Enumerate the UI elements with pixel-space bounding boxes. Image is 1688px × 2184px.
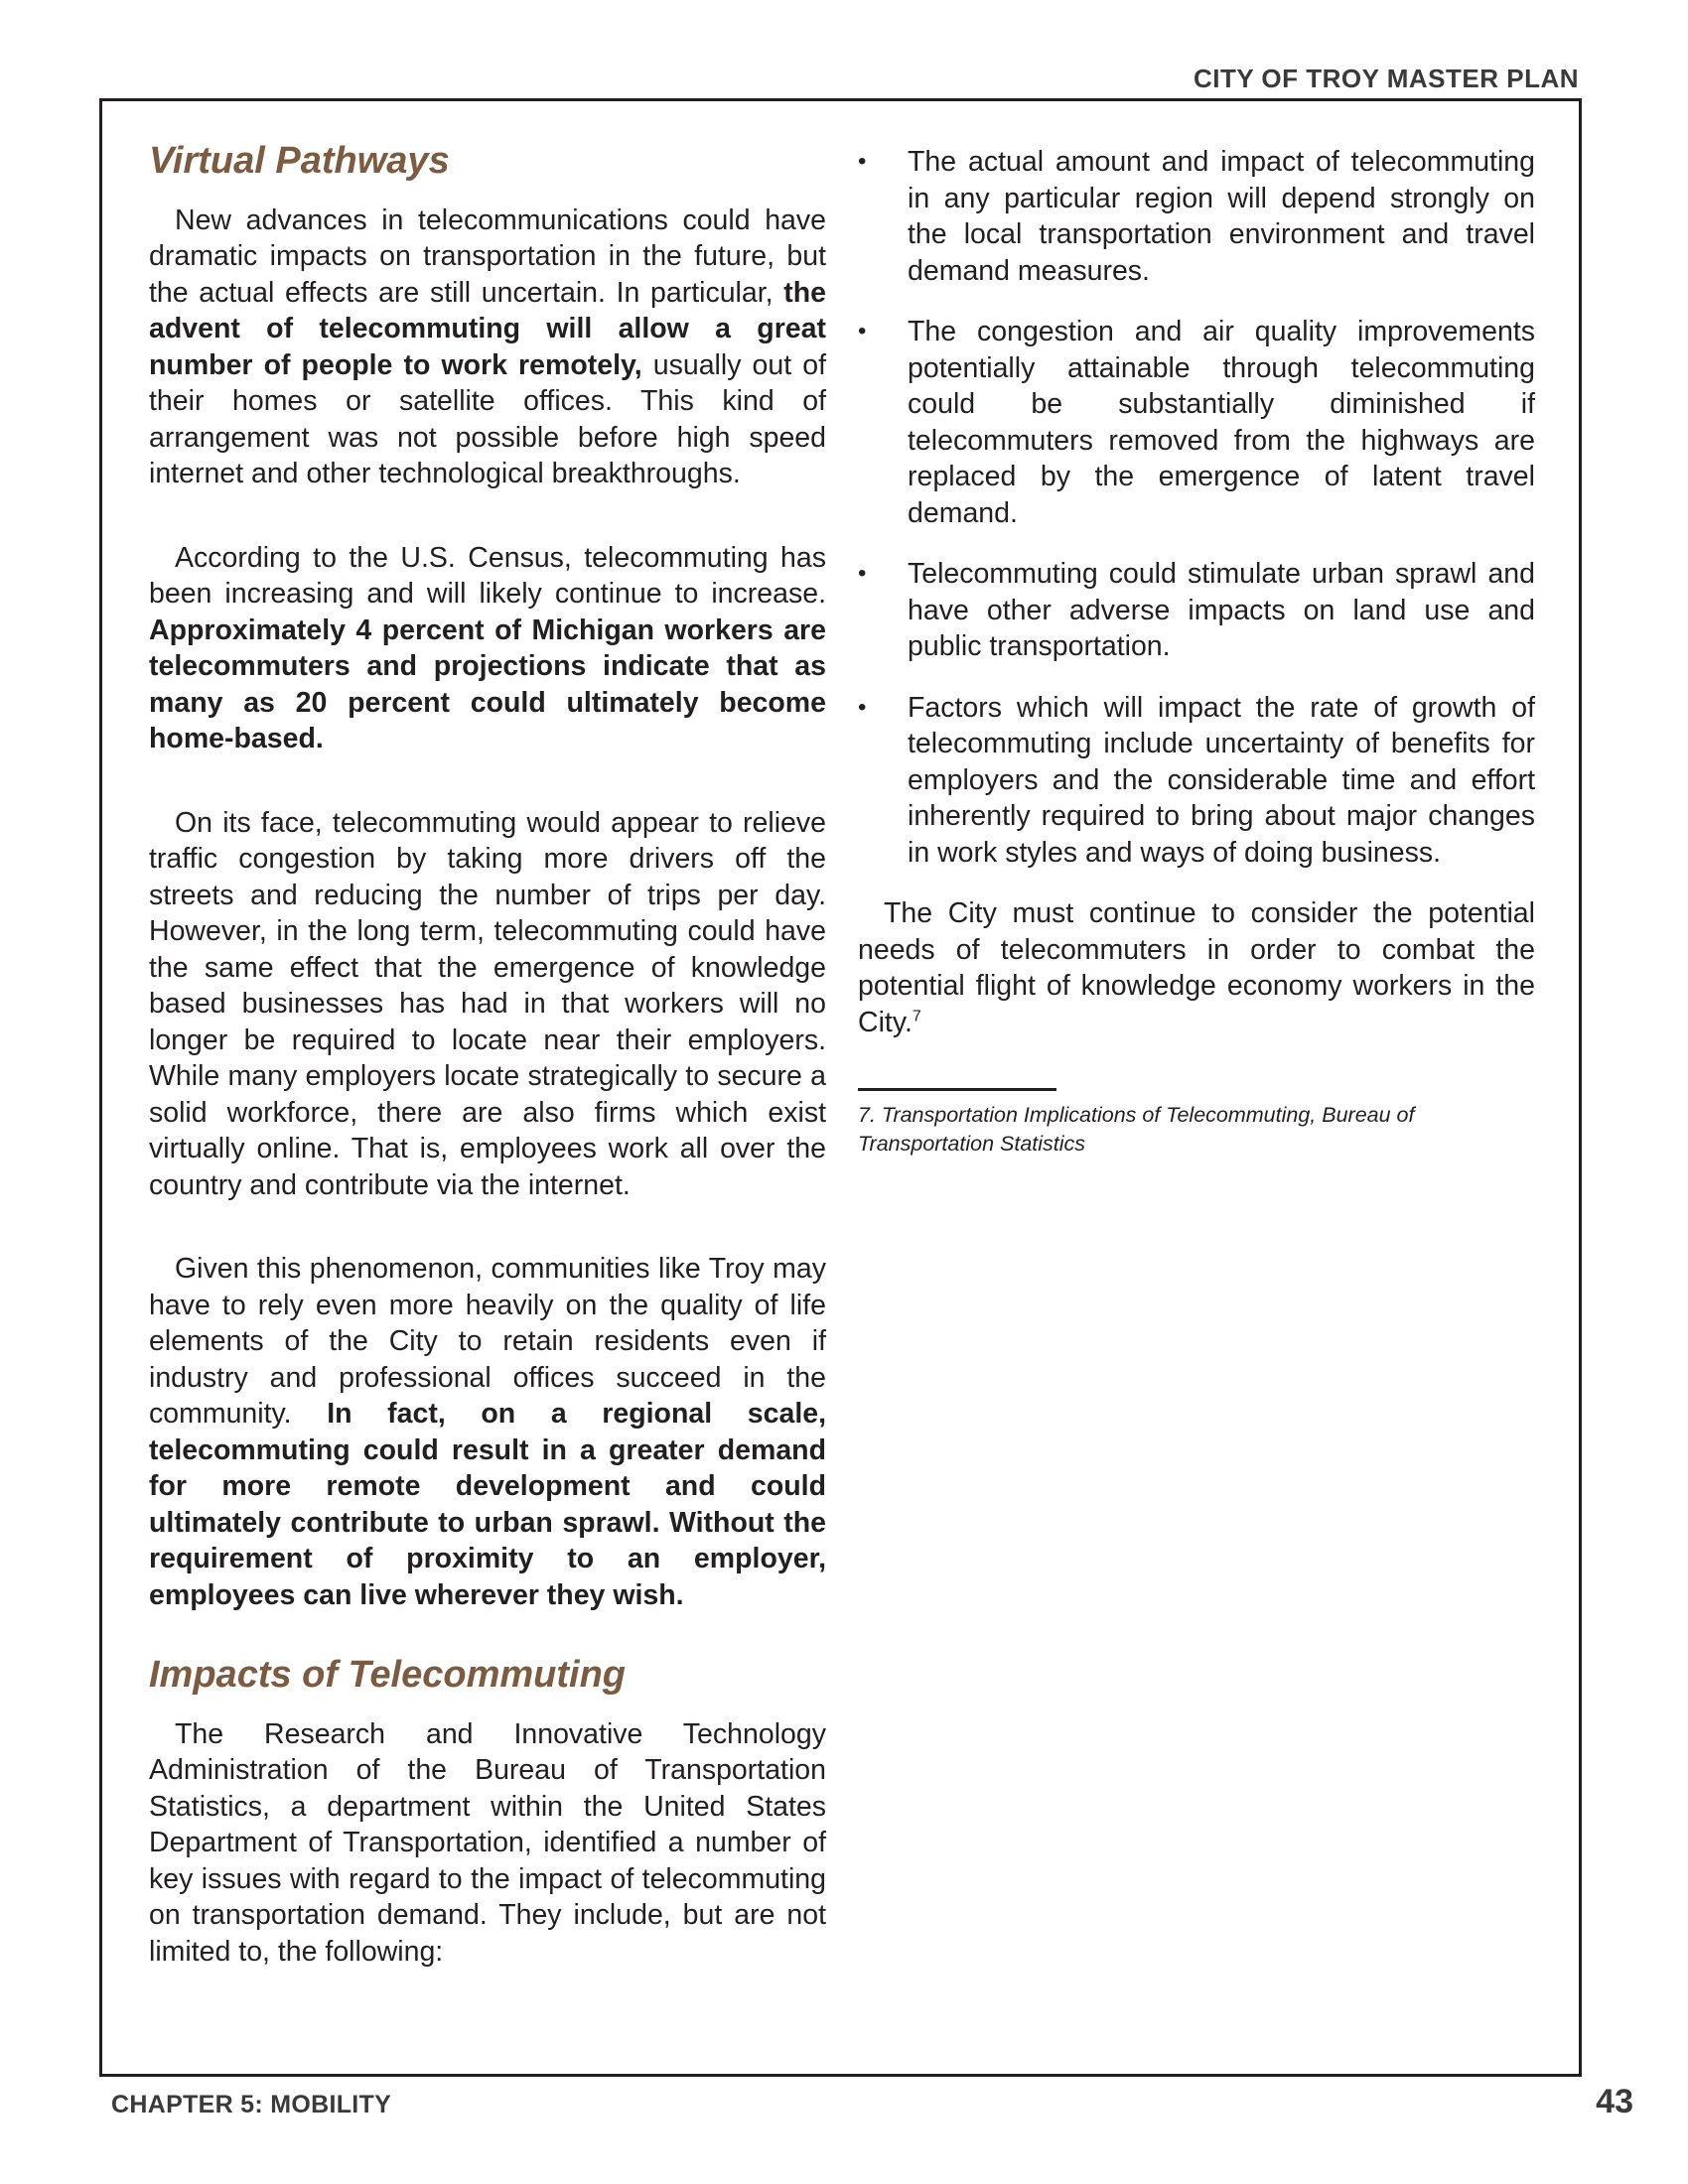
bold-text-run: Approximately 4 percent of Michigan workers are telecommuters and projections indicate that as many as 20 percent could ultimately become home-based. bbox=[149, 614, 826, 755]
bold-text-run: the advent of telecommuting will allow a great number of people to work remotely, bbox=[149, 276, 826, 381]
closing-paragraph bbox=[858, 895, 1535, 1040]
heading-impacts-of-telecommuting: Impacts of Telecommuting bbox=[149, 1654, 626, 1697]
page-number: 43 bbox=[1596, 2083, 1633, 2120]
bullet-text: The congestion and air quality improvements potentially attainable through telecommuting could be substantially diminished if telecommuters removed from the highways are replaced by the emergence of latent travel demand. bbox=[908, 316, 1535, 529]
bullet-text: Factors which will impact the rate of growth of telecommuting include uncertainty of benefits for employers and the considerable time and effort inherently required to bring about major changes in work styles and ways of doing business. bbox=[908, 691, 1535, 869]
paragraph bbox=[149, 1251, 826, 1613]
bullet-icon: • bbox=[858, 560, 867, 587]
text-run: According to the U.S. Census, telecommuting has been increasing and will likely continue to increase. bbox=[149, 541, 826, 611]
left-column bbox=[149, 139, 826, 2017]
text-run: The Research and Innovative Technology Administration of the Bureau of Transportation Statistics, a department within the United States Department of Transportation, identified a number of key issues with regard to the impact of telecommuting on transportation demand. They include, but are not limited to, the following: bbox=[149, 1717, 826, 1968]
bullet-icon: • bbox=[858, 693, 867, 721]
closing-text: The City must continue to consider the potential needs of telecommuters in order to combat the potential flight of knowledge economy workers in the City. bbox=[858, 897, 1535, 1038]
text-run: usually out of their homes or satellite offices. This kind of arrangement was not possible before high speed internet and other technological breakthroughs. bbox=[149, 348, 827, 490]
bullet-item bbox=[858, 144, 1535, 289]
footnote-divider bbox=[858, 1088, 1056, 1091]
heading-virtual-pathways: Virtual Pathways bbox=[149, 140, 450, 182]
text-run: On its face, telecommuting would appear to relieve traffic congestion by taking more drivers off the streets and reducing the number of trips per day. However, in the long term, telecommuting could have the same effect that the emergence of knowledge based businesses has had in that workers will no longer be required to locate near their employers. While many employers locate strategically to secure a solid workforce, there are also firms which exist virtually online. That is, employees work all over the country and contribute via the internet. bbox=[149, 806, 826, 1201]
paragraph bbox=[149, 1716, 826, 1971]
bold-text-run: In fact, on a regional scale, telecommuting could result in a greater demand for more remote development and could ultimately contribute to urban sprawl. Without the requirement of proximity to an employer, employees can live wherever they wish. bbox=[149, 1398, 827, 1611]
footer-chapter-title: CHAPTER 5: MOBILITY bbox=[111, 2091, 392, 2118]
right-column bbox=[858, 144, 1535, 1159]
bullet-text: Telecommuting could stimulate urban sprawl and have other adverse impacts on land use and public transportation. bbox=[908, 558, 1535, 662]
page-header-title: CITY OF TROY MASTER PLAN bbox=[1193, 64, 1579, 93]
paragraph bbox=[149, 540, 826, 757]
bullet-text: The actual amount and impact of telecommuting in any particular region will depend strongly on the local transportation environment and travel demand measures. bbox=[908, 146, 1535, 287]
text-run: Given this phenomenon, communities like Troy may have to rely even more heavily on the quality of life elements of the City to retain residents even if industry and professional offices succeed in the community. bbox=[149, 1253, 826, 1431]
paragraph bbox=[149, 203, 826, 492]
bullet-item bbox=[858, 690, 1535, 872]
footnote-reference: 7 bbox=[912, 1008, 921, 1024]
bullet-icon: • bbox=[858, 148, 867, 175]
bullet-item bbox=[858, 314, 1535, 531]
paragraph bbox=[149, 805, 826, 1204]
bullet-list bbox=[858, 144, 1535, 871]
text-run: New advances in telecommunications could have dramatic impacts on transportation in the future, but the actual effects are still uncertain. In particular, bbox=[149, 204, 826, 309]
bullet-icon: • bbox=[858, 318, 867, 344]
footnote: 7. Transportation Implications of Telecommuting, Bureau of Transportation Statistics bbox=[858, 1103, 1415, 1156]
bullet-item bbox=[858, 556, 1535, 665]
